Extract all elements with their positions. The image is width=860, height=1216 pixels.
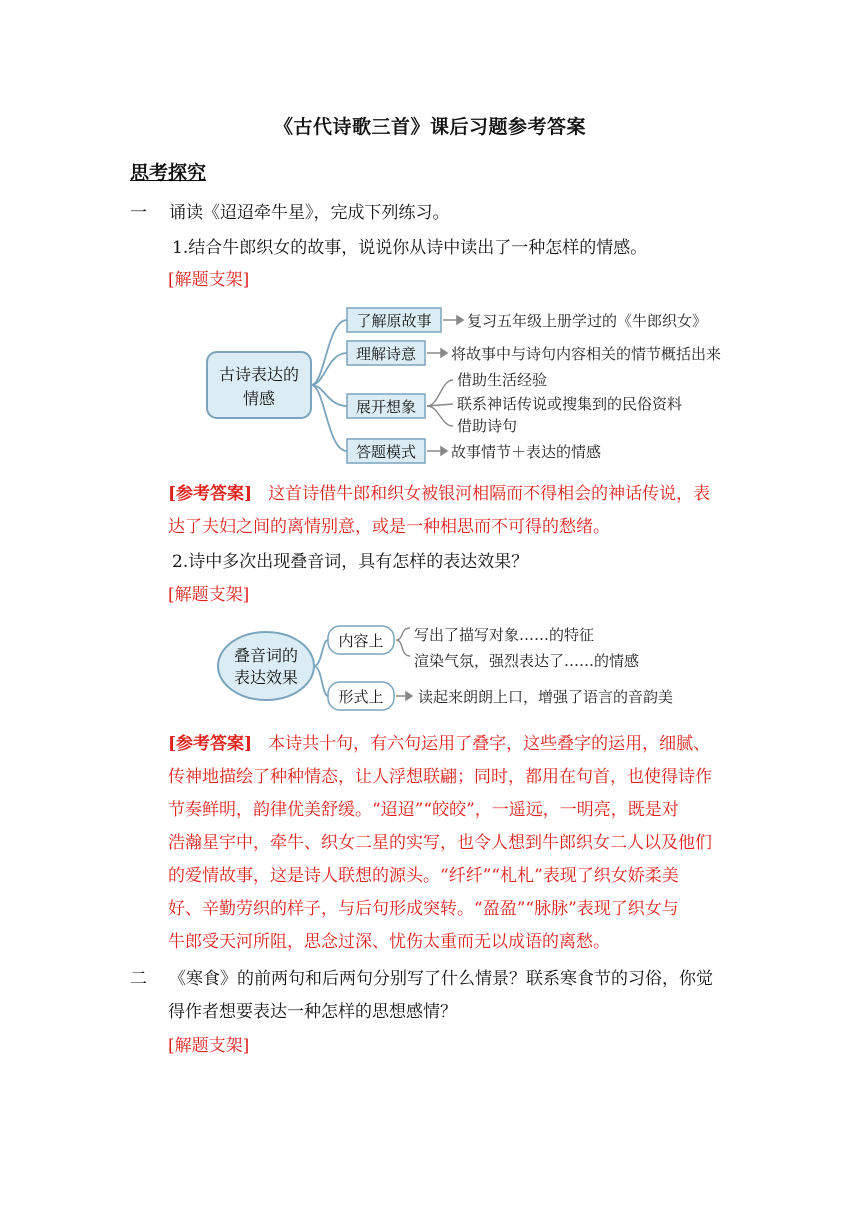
answer-2-line-1: [参考答案] 本诗共十句，有六句运用了叠字，这些叠字的运用，细腻、	[168, 734, 711, 754]
branch-label: 理解诗意	[355, 345, 417, 363]
answer-1-line-2: 达了夫妇之间的离情别意，或是一种相思而不可得的愁绪。	[168, 517, 610, 537]
sub-question-2: 2.诗中多次出现叠音词，具有怎样的表达效果？	[172, 552, 529, 572]
branch-detail: 将故事中与诗句内容相关的情节概括出来	[451, 345, 722, 363]
question-2-line-2: 得作者想要表达一种怎样的思想感情？	[168, 1002, 457, 1022]
mind-map-center-box	[218, 632, 314, 700]
branch-label: 内容上	[338, 632, 384, 650]
branch-label: 形式上	[338, 688, 384, 706]
branch-label: 了解原故事	[356, 312, 432, 330]
question-2-line-1: 《寒食》的前两句和后两句分别写了什么情景？联系寒食节的习俗，你觉	[169, 969, 713, 989]
section-heading: 思考探究	[130, 162, 207, 184]
answer-2-line-6: 好、辛勤劳织的样子，与后句形成突转。“盈盈”“脉脉”表现了织女与	[168, 899, 679, 919]
mind-map-center-line2: 情感	[242, 389, 276, 408]
question-1-number: 一	[130, 203, 147, 223]
connector	[396, 628, 410, 656]
mind-map-center-box	[207, 352, 311, 418]
branch-detail: 联系神话传说或搜集到的民俗资料	[457, 395, 683, 413]
question-1	[130, 201, 450, 225]
connector	[427, 380, 453, 406]
mind-map-reduplication	[210, 616, 730, 716]
frame-label-2: [解题支架]	[168, 585, 250, 605]
question-2	[130, 967, 713, 991]
mind-map-center-line1: 古诗表达的	[218, 365, 300, 384]
answer-2-line-5: 的爱情故事，这是诗人联想的源头。“纤纤”“札札”表现了织女娇柔美	[168, 866, 679, 886]
connector	[427, 406, 453, 426]
branch-detail: 写出了描写对象……的特征	[414, 626, 595, 644]
answer-1-line-1: [参考答案] 这首诗借牛郎和织女被银河相隔而不得相会的神话传说，表	[168, 484, 711, 504]
answer-2-line-7: 牛郎受天河所阻，思念过深、忧伤太重而无以成语的离愁。	[168, 932, 610, 952]
frame-label-3: [解题支架]	[168, 1036, 250, 1056]
branch-detail: 故事情节＋表达的情感	[451, 443, 602, 461]
branch-detail: 渲染气氛，强烈表达了……的情感	[414, 652, 640, 670]
branch-detail: 读起来朗朗上口，增强了语言的音韵美	[418, 688, 674, 706]
mind-map-emotion	[195, 300, 775, 470]
frame-label-1: [解题支架]	[168, 270, 250, 290]
branch-label: 答题模式	[355, 443, 417, 461]
mind-map-center-line2: 表达效果	[233, 668, 299, 687]
connector	[311, 385, 347, 451]
branch-detail: 借助诗句	[457, 417, 518, 435]
question-2-number: 二	[130, 969, 147, 989]
answer-2-line-3: 节奏鲜明，韵律优美舒缓。“迢迢”“皎皎”，一遥远，一明亮，既是对	[168, 800, 679, 820]
mind-map-center-line1: 叠音词的	[233, 646, 299, 665]
connector	[311, 320, 347, 385]
sub-question-1: 1.结合牛郎织女的故事，说说你从诗中读出了一种怎样的情感。	[172, 238, 648, 258]
page-title: 《古代诗歌三首》课后习题参考答案	[273, 116, 586, 138]
answer-2-line-2: 传神地描绘了种种情态，让人浮想联翩；同时，都用在句首，也使得诗作	[168, 767, 712, 787]
connector	[314, 640, 328, 666]
branch-detail: 借助生活经验	[457, 371, 548, 389]
answer-label: [参考答案]	[168, 484, 253, 504]
branch-detail: 复习五年级上册学过的《牛郎织女》	[467, 312, 708, 330]
answer-2-line-4: 浩瀚星宇中，牵牛、织女二星的实写，也令人想到牛郎织女二人以及他们	[168, 833, 712, 853]
answer-label: [参考答案]	[168, 734, 253, 754]
connector	[314, 666, 328, 696]
branch-label: 展开想象	[355, 398, 417, 416]
question-1-text: 诵读《迢迢牵牛星》，完成下列练习。	[169, 203, 450, 223]
